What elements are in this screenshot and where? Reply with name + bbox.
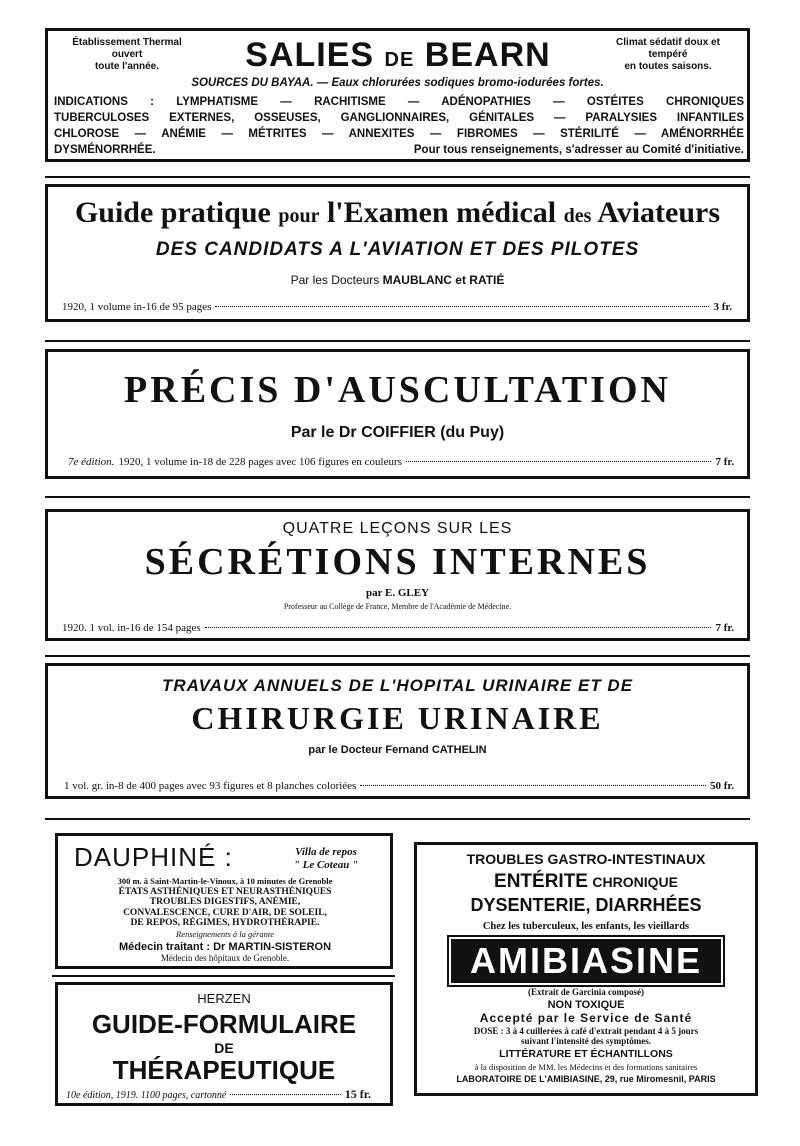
herzen-author: HERZEN: [197, 991, 251, 1006]
salies-right-block: [593, 37, 743, 73]
amibiasine-line2: [417, 871, 755, 893]
guide-ad: [45, 184, 750, 322]
chirurgie-overline: TRAVAUX ANNUELS DE L'HOPITAL URINAIRE ET DE: [161, 676, 634, 695]
secretions-title: SÉCRÉTIONS INTERNES: [144, 541, 651, 583]
salies-ind1: INDICATIONS : LYMPHATISME — RACHITISME — ADÉNOPATHIES — OSTÉITES CHRONIQUES: [54, 96, 744, 108]
salies-ind4-left: DYSMÉNORRHÉE.: [54, 144, 156, 156]
amibiasine-dose: DOSE : 3 à 4 cuillerées à café d'extrait pendant 4 à 5 jours: [473, 1026, 699, 1036]
dauphine-villa-block: [271, 846, 381, 872]
precis-price: 7 fr.: [715, 456, 734, 468]
salies-left-line1: Établissement Thermal: [72, 37, 182, 48]
salies-title-b: BEARN: [424, 36, 551, 74]
secretions-details-line: [62, 622, 734, 634]
amibiasine-nontox: NON TOXIQUE: [547, 999, 625, 1011]
amibiasine-lit: LITTÉRATURE ET ÉCHANTILLONS: [499, 1048, 673, 1060]
salies-title-de: DE: [384, 49, 415, 71]
guide-title-b: l'Examen médical: [326, 196, 557, 229]
leader-dots: [215, 306, 709, 307]
guide-title-a: Guide pratique: [74, 196, 271, 229]
dauphine-line6: Renseignements à la gérante: [176, 928, 274, 939]
salies-ind3: CHLOROSE — ANÉMIE — MÉTRITES — ANNEXITES — FIBROMES — STÉRILITÉ — AMÉNORRHÉE: [54, 128, 744, 140]
precis-title: PRÉCIS D'AUSCULTATION: [124, 369, 671, 411]
salies-right-line2: tempéré: [648, 49, 688, 60]
dauphine-doctor-note: Médecin des hôpitaux de Grenoble.: [160, 952, 290, 963]
dauphine-villa: Villa de repos: [295, 846, 357, 858]
amibiasine-disp: à la disposition de MM. les Médecins et des formations sanitaires: [474, 1062, 698, 1072]
chirurgie-title: CHIRURGIE URINAIRE: [191, 700, 604, 736]
leader-dots: [205, 627, 712, 628]
salies-ind4: [54, 142, 744, 158]
dauphine-line5: DE REPOS, RÉGIMES, HYDROTHÉRAPIE.: [130, 918, 320, 928]
chirurgie-ad: [45, 663, 750, 799]
divider: [45, 496, 750, 498]
guide-details: 1920, 1 volume in-16 de 95 pages: [62, 301, 212, 313]
salies-right-line1: Climat sédatif doux et: [616, 37, 720, 48]
secretions-overline: QUATRE LEÇONS SUR LES: [282, 520, 513, 537]
dauphine-line3: TROUBLES DIGESTIFS, ANÉMIE,: [149, 897, 301, 907]
precis-author-prefix: Par le Dr: [290, 424, 357, 441]
guide-price: 3 fr.: [713, 301, 732, 313]
amibiasine-line2b: CHRONIQUE: [592, 874, 678, 890]
amibiasine-line4: Chez les tuberculeux, les enfants, les vieillards: [482, 921, 690, 932]
salies-ad: [45, 28, 750, 162]
secretions-details: 1920. 1 vol. in-16 de 154 pages: [62, 622, 201, 634]
amibiasine-dose2: suivant l'intensité des symptômes.: [520, 1036, 651, 1046]
dauphine-line4: CONVALESCENCE, CURE D'AIR, DE SOLEIL,: [123, 907, 327, 918]
herzen-title2: DE: [214, 1040, 234, 1056]
guide-authors-prefix: Par les Docteurs: [290, 273, 380, 287]
guide-details-line: [62, 301, 732, 313]
secretions-ad: [45, 509, 750, 641]
precis-details: 1920, 1 volume in-18 de 228 pages avec 106 figures en couleurs: [118, 456, 402, 468]
salies-right-line3: en toutes saisons.: [624, 61, 712, 72]
leader-dots: [360, 785, 706, 786]
guide-authors: [48, 273, 747, 287]
dauphine-title: DAUPHINÉ :: [74, 842, 233, 872]
guide-subtitle: DES CANDIDATS A L'AVIATION ET DES PILOTES: [155, 239, 640, 260]
herzen-price: 15 fr.: [344, 1087, 371, 1101]
divider: [52, 975, 395, 977]
salies-left-line2: ouvert: [111, 49, 143, 60]
amibiasine-brand-note: (Extrait de Garcinia composé): [527, 987, 645, 997]
salies-title: [213, 33, 583, 82]
dauphine-doctor: Médecin traitant : Dr MARTIN-SISTERON: [118, 941, 332, 953]
amibiasine-line1: TROUBLES GASTRO-INTESTINAUX: [466, 851, 706, 867]
herzen-title3: THÉRAPEUTIQUE: [112, 1055, 336, 1085]
precis-edition: 7e édition.: [68, 456, 115, 468]
dauphine-ad: [55, 833, 393, 969]
divider: [45, 655, 750, 657]
herzen-title1: GUIDE-FORMULAIRE: [91, 1009, 357, 1039]
secretions-price: 7 fr.: [715, 622, 734, 634]
amibiasine-line2a: ENTÉRITE: [494, 871, 588, 892]
herzen-details-line: [66, 1087, 371, 1102]
divider: [45, 176, 750, 178]
guide-title-pour: pour: [278, 205, 320, 227]
leader-dots: [406, 461, 712, 462]
amibiasine-lab: LABORATOIRE DE L'AMIBIASINE, 29, rue Miromesnil, PARIS: [456, 1074, 716, 1084]
precis-details-line: [68, 456, 734, 468]
dauphine-line2: ÉTATS ASTHÉNIQUES ET NEURASTHÉNIQUES: [118, 886, 332, 897]
guide-title-des: des: [563, 205, 592, 227]
amibiasine-line3: DYSENTERIE, DIARRHÉES: [470, 895, 702, 915]
salies-indications: [54, 94, 744, 158]
guide-title-c: Aviateurs: [597, 196, 721, 229]
secretions-author: par E. GLEY: [365, 587, 430, 599]
salies-ind4-right: Pour tous renseignements, s'adresser au Comité d'initiative.: [413, 144, 744, 156]
dauphine-villa-name: " Le Coteau ": [293, 859, 359, 871]
herzen-details: 10e édition, 1919. 1100 pages, cartonné: [66, 1090, 227, 1101]
amibiasine-ad: [414, 842, 758, 1096]
chirurgie-author: par le Docteur Fernand CATHELIN: [308, 744, 487, 756]
chirurgie-details-line: [64, 780, 734, 792]
chirurgie-price: 50 fr.: [709, 780, 734, 792]
secretions-affiliation: Professeur au Collège de France, Membre de l'Académie de Médecine.: [283, 602, 512, 611]
guide-title: [48, 193, 747, 236]
precis-ad: [45, 349, 750, 479]
salies-sources: SOURCES DU BAYAA. — Eaux chlorurées sodiques bromo-iodurées fortes.: [191, 77, 604, 89]
chirurgie-details: 1 vol. gr. in-8 de 400 pages avec 93 figures et 8 planches coloriées: [64, 780, 357, 792]
amibiasine-brand: AMIBIASINE: [451, 939, 721, 983]
dauphine-line1: 300 m. à Saint-Martin-le-Vinoux, à 10 minutes de Grenoble: [117, 876, 333, 886]
guide-authors-names: MAUBLANC et RATIÉ: [382, 273, 505, 287]
salies-ind2: TUBERCULOSES EXTERNES, OSSEUSES, GANGLIONNAIRES, GÉNITALES — PARALYSIES INFANTILES: [54, 112, 744, 124]
salies-title-a: SALIES: [245, 36, 375, 74]
precis-author: [48, 424, 747, 442]
divider: [45, 818, 750, 820]
divider: [45, 340, 750, 342]
precis-author-name: COIFFIER (du Puy): [361, 424, 505, 441]
leader-dots: [230, 1094, 340, 1095]
herzen-ad: [55, 982, 393, 1106]
dauphine-header: [66, 840, 384, 876]
salies-left-line3: toute l'année.: [94, 61, 160, 72]
dauphine-body: [62, 876, 388, 963]
amibiasine-accepted: Accepté par le Service de Santé: [479, 1011, 693, 1025]
salies-left-block: [52, 37, 202, 73]
